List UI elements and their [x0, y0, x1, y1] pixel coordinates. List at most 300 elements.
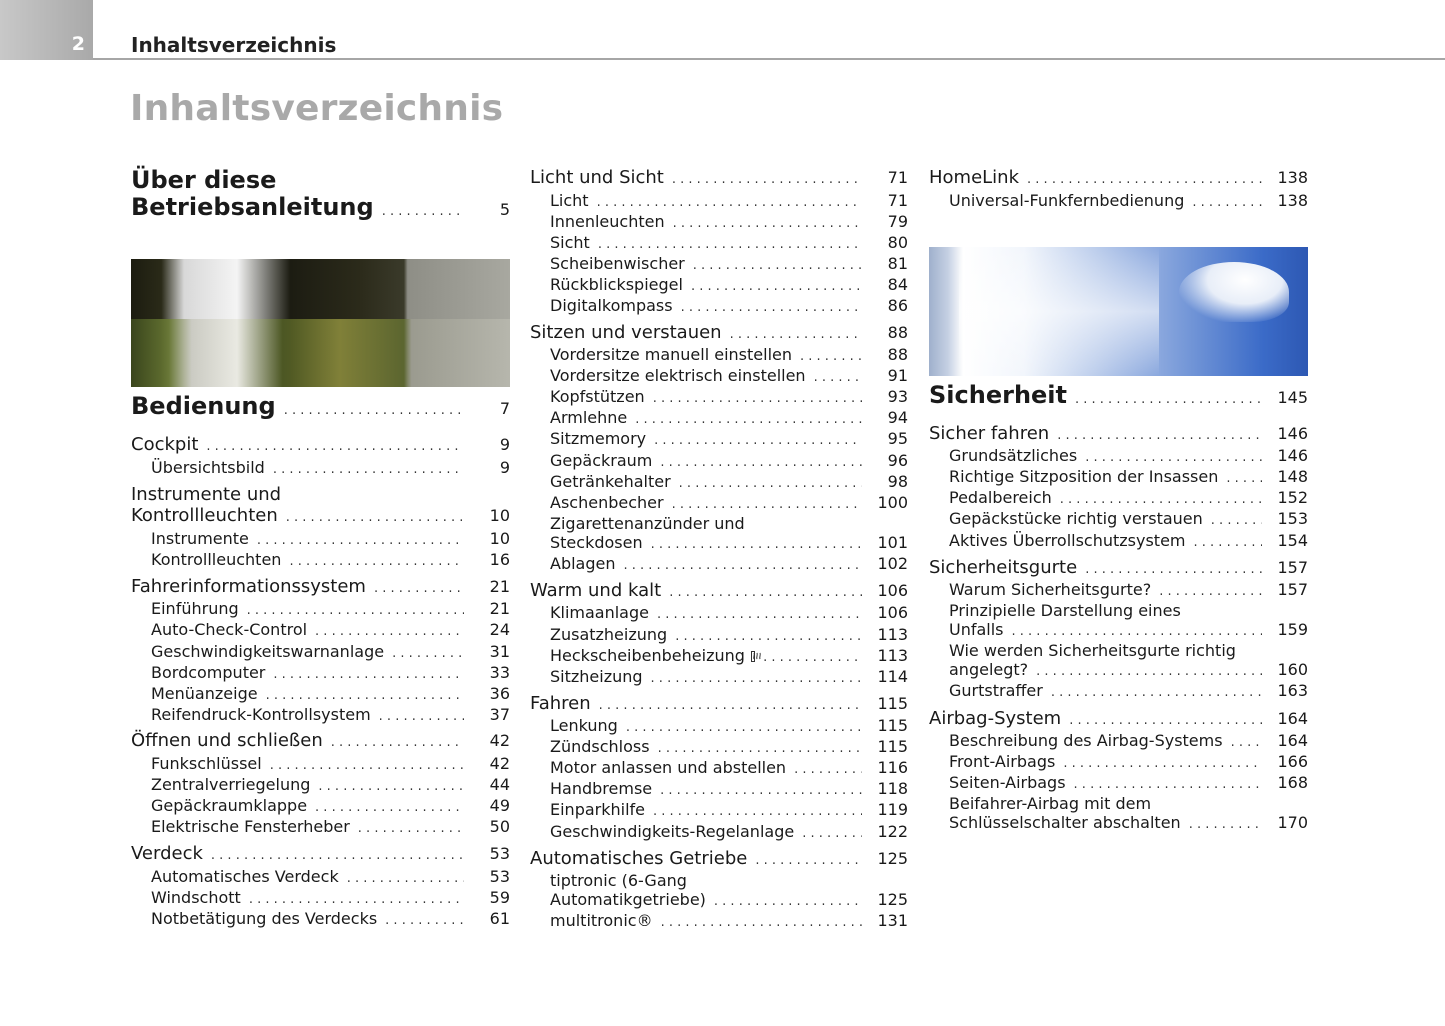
- toc-entry[interactable]: [949, 191, 1308, 210]
- leader-dots: [1159, 584, 1262, 599]
- page-ref: 168: [1277, 773, 1308, 792]
- subsection-title: Unfalls: [949, 620, 1004, 639]
- subsection-title: Vordersitze manuell einstellen: [550, 345, 792, 364]
- subsection-title: Sicht: [550, 233, 590, 252]
- page-ref: 93: [887, 387, 908, 406]
- toc-entry[interactable]: [550, 296, 908, 315]
- paraglider-photo: [929, 247, 1308, 376]
- subsection-title: Aschenbecher: [550, 493, 664, 512]
- toc-entry[interactable]: [151, 817, 510, 836]
- paraglider-wing: [1179, 262, 1289, 322]
- page-ref: 50: [489, 817, 510, 836]
- toc-entry[interactable]: [151, 684, 510, 703]
- section-title: Cockpit: [131, 434, 199, 455]
- page-ref: 106: [877, 581, 908, 600]
- leader-dots: [651, 671, 862, 686]
- page-ref: 148: [1277, 467, 1308, 486]
- page-ref: 113: [877, 646, 908, 665]
- page-ref: 21: [489, 599, 510, 618]
- subsection-title: Elektrische Fensterheber: [151, 817, 350, 836]
- section-title: Fahrerinformationssystem: [131, 576, 366, 597]
- page-ref: 80: [887, 233, 908, 252]
- section-title: Öffnen und schließen: [131, 730, 323, 751]
- subsection-title: angelegt?: [949, 660, 1029, 679]
- toc-entry[interactable]: [151, 909, 510, 928]
- subsection-title: Notbetätigung des Verdecks: [151, 909, 378, 928]
- subsection-title: Heckscheibenbeheizung: [550, 646, 745, 665]
- section-title: Licht und Sicht: [530, 167, 664, 188]
- page-ref: 31: [489, 642, 510, 661]
- leader-dots: [1075, 392, 1262, 407]
- toc-entry[interactable]: [550, 345, 908, 364]
- page-ref: 113: [877, 625, 908, 644]
- page-ref: 170: [1277, 813, 1308, 832]
- toc-entry[interactable]: [131, 505, 510, 526]
- subsection-title: Pedalbereich: [949, 488, 1052, 507]
- toc-entry[interactable]: [550, 890, 908, 909]
- chapter-title: Bedienung: [131, 392, 276, 420]
- subsection-title: Gepäckraumklappe: [151, 796, 308, 815]
- dashboard-image: [131, 319, 510, 387]
- toc-entry[interactable]: [929, 423, 1308, 444]
- page-ref: 115: [877, 694, 908, 713]
- leader-dots: [597, 195, 862, 210]
- toc-entry[interactable]: [550, 366, 908, 385]
- leader-dots: [635, 412, 862, 427]
- leader-dots: [315, 800, 464, 815]
- toc-entry[interactable]: [949, 580, 1308, 599]
- leader-dots: [661, 915, 862, 930]
- leader-dots: [1063, 756, 1262, 771]
- subsection-title: Motor anlassen und abstellen: [550, 758, 787, 777]
- toc-entry[interactable]: [929, 381, 1308, 409]
- page-ref: 94: [887, 408, 908, 427]
- leader-dots: [385, 913, 464, 928]
- toc-entry[interactable]: [530, 848, 908, 869]
- leader-dots: [266, 688, 464, 703]
- subsection-title: Wie werden Sicherheitsgurte richtig: [949, 641, 1236, 660]
- subsection-title: Beifahrer-Airbag mit dem: [949, 794, 1152, 813]
- page-ref: 138: [1277, 168, 1308, 187]
- toc-entry[interactable]: [949, 531, 1308, 550]
- section-title: Sitzen und verstauen: [530, 322, 722, 343]
- leader-dots: [1231, 735, 1262, 750]
- leader-dots: [755, 853, 862, 868]
- rear-window-heater-icon: [751, 651, 755, 662]
- leader-dots: [653, 391, 862, 406]
- subsection-title: Licht: [550, 191, 589, 210]
- subsection-title: Kopfstützen: [550, 387, 645, 406]
- subsection-title: Bordcomputer: [151, 663, 266, 682]
- page-ref: 33: [489, 663, 510, 682]
- subsection-title: Automatikgetriebe): [550, 890, 706, 909]
- subsection-title: Instrumente: [151, 529, 249, 548]
- toc-entry[interactable]: [530, 322, 908, 343]
- chapter-title: Über diese: [131, 166, 277, 194]
- toc-entry[interactable]: [151, 599, 510, 618]
- toc-entry[interactable]: [151, 642, 510, 661]
- page-ref: 88: [887, 323, 908, 342]
- subsection-title: Geschwindigkeitswarnanlage: [151, 642, 385, 661]
- subsection-title: Reifendruck-Kontrollsystem: [151, 705, 371, 724]
- leader-dots: [598, 237, 862, 252]
- subsection-title: Grundsätzliches: [949, 446, 1078, 465]
- subsection-title: Ablagen: [550, 554, 616, 573]
- section-title: Verdeck: [131, 843, 203, 864]
- page-ref: 61: [489, 909, 510, 928]
- subsection-title: Zusatzheizung: [550, 625, 668, 644]
- page-ref: 115: [877, 737, 908, 756]
- toc-entry[interactable]: [550, 911, 908, 930]
- toc-entry[interactable]: [151, 458, 510, 477]
- page-ref: 96: [887, 451, 908, 470]
- toc-entry[interactable]: [949, 752, 1308, 771]
- page-number-box: [0, 0, 93, 60]
- page-ref: 16: [489, 550, 510, 569]
- toc-entry[interactable]: [949, 446, 1308, 465]
- page-ref: 71: [887, 191, 908, 210]
- subsection-title: Auto-Check-Control: [151, 620, 308, 639]
- leader-dots: [1069, 713, 1262, 728]
- leader-dots: [679, 476, 862, 491]
- subsection-title: Gepäckraum: [550, 451, 653, 470]
- page-ref: 154: [1277, 531, 1308, 550]
- leader-dots: [800, 349, 862, 364]
- page-ref: 81: [887, 254, 908, 273]
- toc-entry[interactable]: [550, 737, 908, 756]
- subsection-title: tiptronic (6-Gang: [550, 871, 687, 890]
- page-ref: 125: [877, 849, 908, 868]
- section-title: HomeLink: [929, 167, 1020, 188]
- toc-entry[interactable]: [949, 467, 1308, 486]
- subsection-title: Universal-Funkfernbedienung: [949, 191, 1185, 210]
- leader-dots: [651, 537, 862, 552]
- leader-dots: [672, 172, 862, 187]
- page-ref: 106: [877, 603, 908, 622]
- page-number: 2: [71, 33, 85, 55]
- page-ref: 119: [877, 800, 908, 819]
- leader-dots: [802, 826, 862, 841]
- subsection-title: Rückblickspiegel: [550, 275, 683, 294]
- toc-entry[interactable]: [550, 254, 908, 273]
- toc-entry[interactable]: [131, 843, 510, 864]
- toc-entry[interactable]: [151, 620, 510, 639]
- page-ref: 114: [877, 667, 908, 686]
- toc-entry[interactable]: [929, 167, 1308, 188]
- page-ref: 115: [877, 716, 908, 735]
- leader-dots: [1057, 428, 1262, 443]
- toc-entry[interactable]: [550, 758, 908, 777]
- section-title: Sicher fahren: [929, 423, 1050, 444]
- page-ref: 95: [887, 429, 908, 448]
- toc-entry[interactable]: [949, 681, 1308, 700]
- leader-dots: [1211, 513, 1262, 528]
- leader-dots: [681, 300, 862, 315]
- header-rule: [93, 58, 1445, 60]
- page-ref: 100: [877, 493, 908, 512]
- toc-entry[interactable]: [550, 191, 908, 210]
- leader-dots: [211, 848, 464, 863]
- toc-entry[interactable]: [550, 472, 908, 491]
- leader-dots: [1192, 195, 1262, 210]
- leader-dots: [624, 558, 863, 573]
- page-ref: 10: [489, 506, 510, 525]
- toc-entry[interactable]: [949, 731, 1308, 750]
- page-ref: 79: [887, 212, 908, 231]
- page-ref: 122: [877, 822, 908, 841]
- toc-entry[interactable]: [550, 212, 908, 231]
- page-ref: 91: [887, 366, 908, 385]
- page-ref: 98: [887, 472, 908, 491]
- page-ref: 86: [887, 296, 908, 315]
- toc-entry[interactable]: [550, 429, 908, 448]
- leader-dots: [315, 624, 464, 639]
- subsection-title: Automatisches Verdeck: [151, 867, 339, 886]
- leader-dots: [599, 698, 862, 713]
- subsection-title: Handbremse: [550, 779, 653, 798]
- page-ref: 59: [489, 888, 510, 907]
- leader-dots: [730, 327, 862, 342]
- subsection-title: Lenkung: [550, 716, 618, 735]
- leader-dots: [763, 650, 862, 665]
- page-ref: 53: [489, 844, 510, 863]
- leader-dots: [1036, 664, 1262, 679]
- leader-dots: [672, 497, 862, 512]
- leader-dots: [286, 510, 464, 525]
- toc-entry[interactable]: [949, 509, 1308, 528]
- page-ref: 37: [489, 705, 510, 724]
- page-ref: 9: [499, 435, 510, 454]
- leader-dots: [358, 821, 464, 836]
- toc-entry[interactable]: [550, 387, 908, 406]
- toc-entry[interactable]: [550, 646, 908, 665]
- toc-entry[interactable]: [949, 773, 1308, 792]
- running-header: Inhaltsverzeichnis: [131, 33, 337, 57]
- page-ref: 152: [1277, 488, 1308, 507]
- subsection-title: Innenleuchten: [550, 212, 665, 231]
- leader-dots: [374, 581, 464, 596]
- page-ref: 146: [1277, 424, 1308, 443]
- section-title: Automatisches Getriebe: [530, 848, 748, 869]
- page-ref: 101: [877, 533, 908, 552]
- leader-dots: [660, 455, 862, 470]
- subsection-title: Windschott: [151, 888, 241, 907]
- toc-entry[interactable]: [929, 557, 1308, 578]
- page-ref: 125: [877, 890, 908, 909]
- toc-entry[interactable]: [151, 888, 510, 907]
- toc-entry[interactable]: [530, 693, 908, 714]
- section-title: Kontrollleuchten: [131, 505, 278, 526]
- leader-dots: [1085, 450, 1262, 465]
- toc-entry[interactable]: [550, 667, 908, 686]
- toc-entry[interactable]: [131, 193, 510, 221]
- subsection-title: Getränkehalter: [550, 472, 671, 491]
- leader-dots: [714, 894, 862, 909]
- page-ref: 164: [1277, 709, 1308, 728]
- subsection-title: Armlehne: [550, 408, 628, 427]
- leader-dots: [1226, 471, 1262, 486]
- toc-entry[interactable]: [131, 576, 510, 597]
- subsection-title: Zündschloss: [550, 737, 650, 756]
- toc-entry[interactable]: [550, 554, 908, 573]
- toc-entry[interactable]: [550, 493, 908, 512]
- leader-dots: [1012, 624, 1262, 639]
- leader-dots: [1194, 535, 1262, 550]
- subsection-title: Kontrollleuchten: [151, 550, 282, 569]
- leader-dots: [206, 439, 464, 454]
- page-ref: 44: [489, 775, 510, 794]
- page-ref: 157: [1277, 580, 1308, 599]
- toc-entry[interactable]: [550, 533, 908, 552]
- leader-dots: [626, 720, 862, 735]
- toc-entry[interactable]: [131, 392, 510, 420]
- chapter-title: Betriebsanleitung: [131, 193, 374, 221]
- page-ref: 9: [499, 458, 510, 477]
- toc-entry[interactable]: [131, 730, 510, 751]
- section-title: Sicherheitsgurte: [929, 557, 1078, 578]
- page-ref: 5: [499, 200, 510, 219]
- toc-entry[interactable]: [530, 167, 908, 188]
- toc-entry[interactable]: [550, 233, 908, 252]
- page-ref: 42: [489, 754, 510, 773]
- leader-dots: [673, 216, 862, 231]
- subsection-title: multitronic®: [550, 911, 653, 930]
- leader-dots: [284, 403, 464, 418]
- page-ref: 10: [489, 529, 510, 548]
- leader-dots: [249, 892, 464, 907]
- page-ref: 166: [1277, 752, 1308, 771]
- toc-entry[interactable]: [550, 625, 908, 644]
- subsection-title: Richtige Sitzposition der Insassen: [949, 467, 1219, 486]
- page-ref: 160: [1277, 660, 1308, 679]
- sky-haze: [959, 247, 1159, 376]
- subsection-title: Klimaanlage: [550, 603, 649, 622]
- page-ref: 49: [489, 796, 510, 815]
- leader-dots: [347, 871, 464, 886]
- leader-dots: [693, 258, 862, 273]
- subsection-title: Aktives Überrollschutzsystem: [949, 531, 1186, 550]
- page-ref: 159: [1277, 620, 1308, 639]
- section-title: Warm und kalt: [530, 580, 662, 601]
- leader-dots: [658, 741, 862, 756]
- leader-dots: [654, 433, 862, 448]
- subsection-title: Gepäckstücke richtig verstauen: [949, 509, 1203, 528]
- cockpit-photo: [131, 259, 510, 387]
- subsection-title: Einparkhilfe: [550, 800, 646, 819]
- page-ref: 42: [489, 731, 510, 750]
- leader-dots: [1189, 817, 1262, 832]
- toc-entry[interactable]: [949, 620, 1308, 639]
- section-title: Instrumente und: [131, 484, 282, 505]
- toc-entry[interactable]: [949, 813, 1308, 832]
- page-ref: 24: [489, 620, 510, 639]
- subsection-title: Gurtstraffer: [949, 681, 1043, 700]
- toc-entry[interactable]: [550, 822, 908, 841]
- toc-entry[interactable]: [550, 779, 908, 798]
- toc-entry[interactable]: [550, 800, 908, 819]
- subsection-title: Einführung: [151, 599, 239, 618]
- chapter-title: Sicherheit: [929, 381, 1067, 409]
- leader-dots: [814, 370, 862, 385]
- leader-dots: [675, 629, 862, 644]
- toc-entry[interactable]: [530, 580, 908, 601]
- toc-entry[interactable]: [151, 529, 510, 548]
- leader-dots: [273, 462, 464, 477]
- toc-entry[interactable]: [550, 716, 908, 735]
- subsection-title: Steckdosen: [550, 533, 643, 552]
- leader-dots: [257, 533, 464, 548]
- page-ref: 84: [887, 275, 908, 294]
- page-ref: 71: [887, 168, 908, 187]
- toc-entry[interactable]: [550, 408, 908, 427]
- subsection-title: Zentralverriegelung: [151, 775, 311, 794]
- toc-entry[interactable]: [151, 775, 510, 794]
- toc-entry[interactable]: [151, 663, 510, 682]
- leader-dots: [669, 585, 862, 600]
- page-ref: 138: [1277, 191, 1308, 210]
- leader-dots: [657, 607, 862, 622]
- leader-dots: [273, 667, 464, 682]
- toc-entry[interactable]: [949, 488, 1308, 507]
- page-title: Inhaltsverzeichnis: [130, 88, 504, 129]
- leader-dots: [382, 204, 464, 219]
- leader-dots: [379, 709, 464, 724]
- toc-entry[interactable]: [550, 275, 908, 294]
- toc-entry[interactable]: [550, 603, 908, 622]
- toc-entry[interactable]: [131, 434, 510, 455]
- subsection-title: Vordersitze elektrisch einstellen: [550, 366, 806, 385]
- subsection-title: Übersichtsbild: [151, 458, 265, 477]
- leader-dots: [1060, 492, 1262, 507]
- page-ref: 88: [887, 345, 908, 364]
- toc-entry[interactable]: [151, 796, 510, 815]
- page-ref: 157: [1277, 558, 1308, 577]
- leader-dots: [794, 762, 862, 777]
- page-ref: 146: [1277, 446, 1308, 465]
- leader-dots: [1074, 777, 1262, 792]
- leader-dots: [270, 758, 464, 773]
- page-ref: 7: [499, 399, 510, 418]
- subsection-title: Seiten-Airbags: [949, 773, 1066, 792]
- toc-entry[interactable]: [151, 705, 510, 724]
- leader-dots: [392, 646, 464, 661]
- subsection-title: Zigarettenanzünder und: [550, 514, 745, 533]
- page-ref: 145: [1277, 388, 1308, 407]
- subsection-title: Beschreibung des Airbag-Systems: [949, 731, 1223, 750]
- toc-entry[interactable]: [949, 660, 1308, 679]
- subsection-title: Digitalkompass: [550, 296, 673, 315]
- leader-dots: [331, 735, 464, 750]
- page-ref: 118: [877, 779, 908, 798]
- leader-dots: [660, 783, 862, 798]
- toc-entry[interactable]: [151, 754, 510, 773]
- subsection-title: Sitzheizung: [550, 667, 643, 686]
- toc-entry[interactable]: [550, 451, 908, 470]
- page-ref: 102: [877, 554, 908, 573]
- leader-dots: [1085, 562, 1262, 577]
- subsection-title: Warum Sicherheitsgurte?: [949, 580, 1152, 599]
- page-ref: 53: [489, 867, 510, 886]
- page-ref: 153: [1277, 509, 1308, 528]
- toc-entry[interactable]: [151, 550, 510, 569]
- page-ref: 164: [1277, 731, 1308, 750]
- toc-entry[interactable]: [929, 708, 1308, 729]
- leader-dots: [1051, 685, 1262, 700]
- subsection-title: Front-Airbags: [949, 752, 1056, 771]
- toc-entry[interactable]: [151, 867, 510, 886]
- section-title: Airbag-System: [929, 708, 1062, 729]
- leader-dots: [247, 603, 464, 618]
